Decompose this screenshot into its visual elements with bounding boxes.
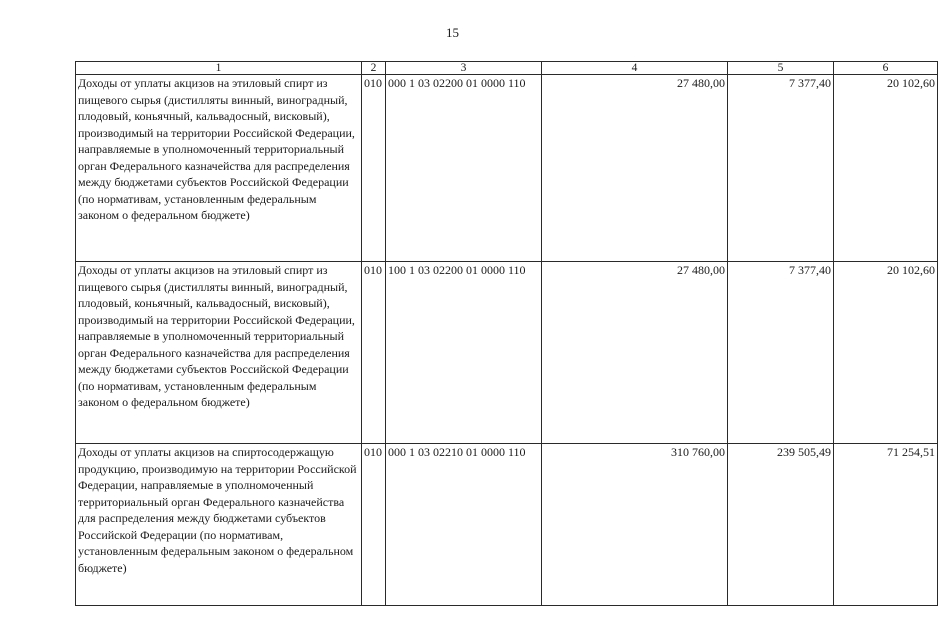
column-header: 4	[542, 62, 728, 75]
page-number: 15	[446, 25, 459, 40]
table-row	[76, 444, 938, 606]
amount-col4: 27 480,00	[542, 262, 728, 444]
amount-col5: 7 377,40	[728, 75, 834, 262]
column-header: 1	[76, 62, 362, 75]
admin-code: 010	[362, 75, 386, 262]
table-row	[76, 75, 938, 262]
column-header: 5	[728, 62, 834, 75]
admin-code: 010	[362, 444, 386, 606]
amount-col6: 20 102,60	[834, 75, 938, 262]
revenue-description: Доходы от уплаты акцизов на этиловый спирт из пищевого сырья (дистилляты винный, виноградный, плодовый, коньячный, кальвадосный, висковый), производимый на территории Российской Федерации, направляемые в уполномоченный территориальный орган Федерального казначейства для распределения между бюджетами субъектов Российской Федерации (по нормативам, установленным федеральным законом о федеральном бюджете)	[76, 262, 362, 444]
budget-classification-code: 000 1 03 02200 01 0000 110	[386, 75, 542, 262]
column-header: 2	[362, 62, 386, 75]
admin-code: 010	[362, 262, 386, 444]
amount-col4: 27 480,00	[542, 75, 728, 262]
amount-col6: 20 102,60	[834, 262, 938, 444]
revenue-table	[75, 61, 938, 606]
column-header: 6	[834, 62, 938, 75]
table-header-row	[76, 62, 938, 75]
amount-col6: 71 254,51	[834, 444, 938, 606]
revenue-description: Доходы от уплаты акцизов на спиртосодержащую продукцию, производимую на территории Российской Федерации, направляемые в уполномоченный территориальный орган Федерального казначейства для распределения между бюджетами субъектов Российской Федерации (по нормативам, установленным федеральным законом о федеральном бюджете)	[76, 444, 362, 606]
table-row	[76, 262, 938, 444]
revenue-description: Доходы от уплаты акцизов на этиловый спирт из пищевого сырья (дистилляты винный, виноградный, плодовый, коньячный, кальвадосный, висковый), производимый на территории Российской Федерации, направляемые в уполномоченный территориальный орган Федерального казначейства для распределения между бюджетами субъектов Российской Федерации (по нормативам, установленным федеральным законом о федеральном бюджете)	[76, 75, 362, 262]
amount-col5: 239 505,49	[728, 444, 834, 606]
amount-col5: 7 377,40	[728, 262, 834, 444]
column-header: 3	[386, 62, 542, 75]
budget-classification-code: 100 1 03 02200 01 0000 110	[386, 262, 542, 444]
amount-col4: 310 760,00	[542, 444, 728, 606]
budget-classification-code: 000 1 03 02210 01 0000 110	[386, 444, 542, 606]
